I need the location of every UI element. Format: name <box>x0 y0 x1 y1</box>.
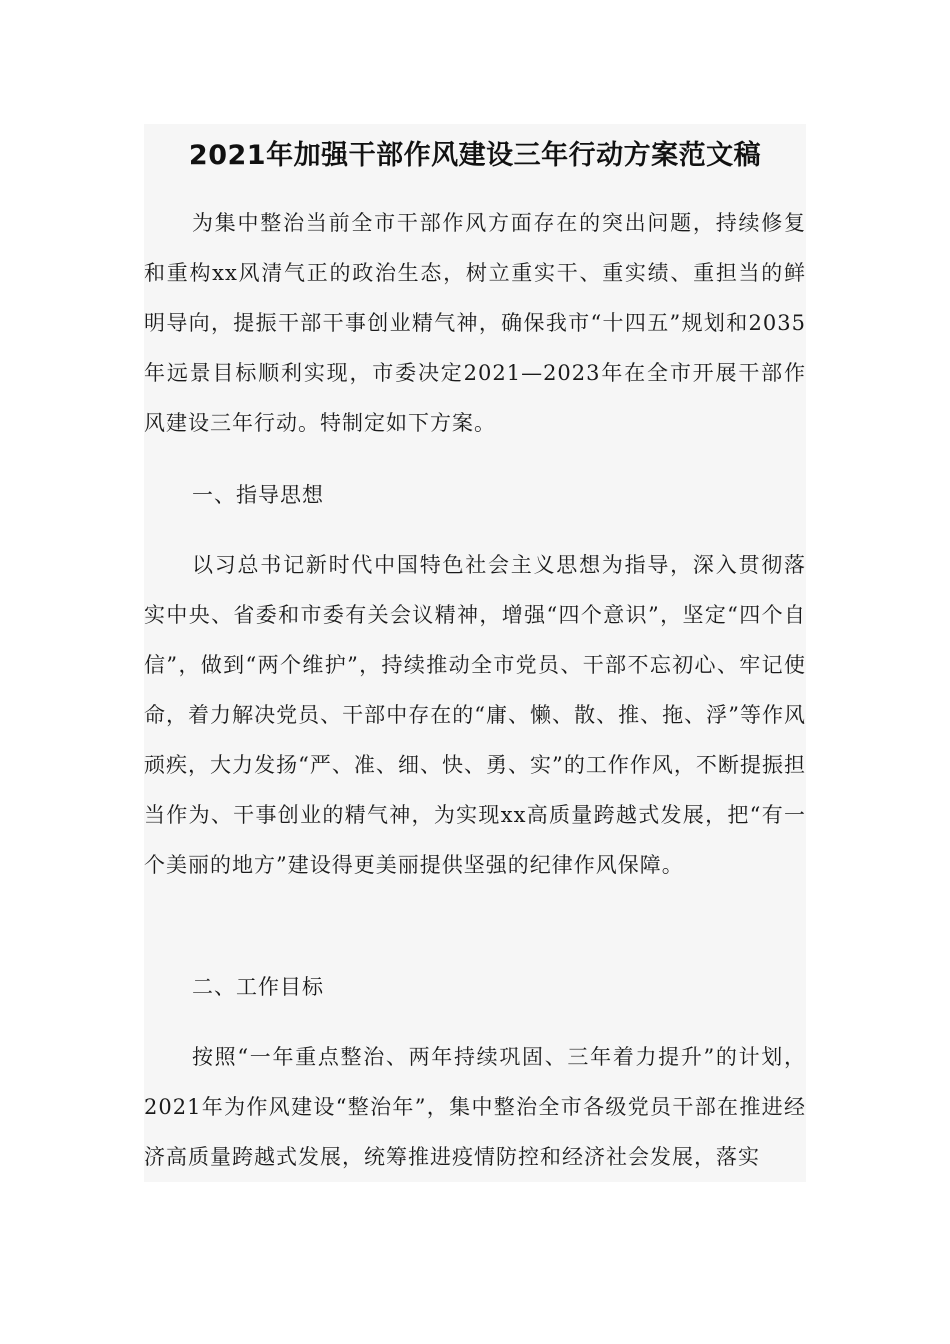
section-heading-guiding-ideology: 一、指导思想 <box>192 483 324 507</box>
guiding-ideology-paragraph: 以习总书记新时代中国特色社会主义思想为指导，深入贯彻落实中央、省委和市委有关会议精神，增强“四个意识”，坚定“四个自信”，做到“两个维护”，持续推动全市党员、干部不忘初心、牢记使命，着力解决党员、干部中存在的“庸、懒、散、推、拖、浮”等作风顽疾，大力发扬“严、准、细、快、勇、实”的工作作风，不断提振担当作为、干事创业的精气神，为实现xx高质量跨越式发展，把“有一个美丽的地方”建设得更美丽提供坚强的纪律作风保障。 <box>144 553 806 877</box>
section-heading-work-goals: 二、工作目标 <box>192 975 324 999</box>
document-page <box>144 124 806 1182</box>
document-title: 2021年加强干部作风建设三年行动方案范文稿 <box>188 140 762 171</box>
intro-paragraph: 为集中整治当前全市干部作风方面存在的突出问题，持续修复和重构xx风清气正的政治生态，树立重实干、重实绩、重担当的鲜明导向，提振干部干事创业精气神，确保我市“十四五”规划和2035年远景目标顺利实现，市委决定2021—2023年在全市开展干部作风建设三年行动。特制定如下方案。 <box>144 211 806 435</box>
work-goals-paragraph: 按照“一年重点整治、两年持续巩固、三年着力提升”的计划，2021年为作风建设“整治年”，集中整治全市各级党员干部在推进经济高质量跨越式发展，统筹推进疫情防控和经济社会发展，落实 <box>144 1045 806 1169</box>
